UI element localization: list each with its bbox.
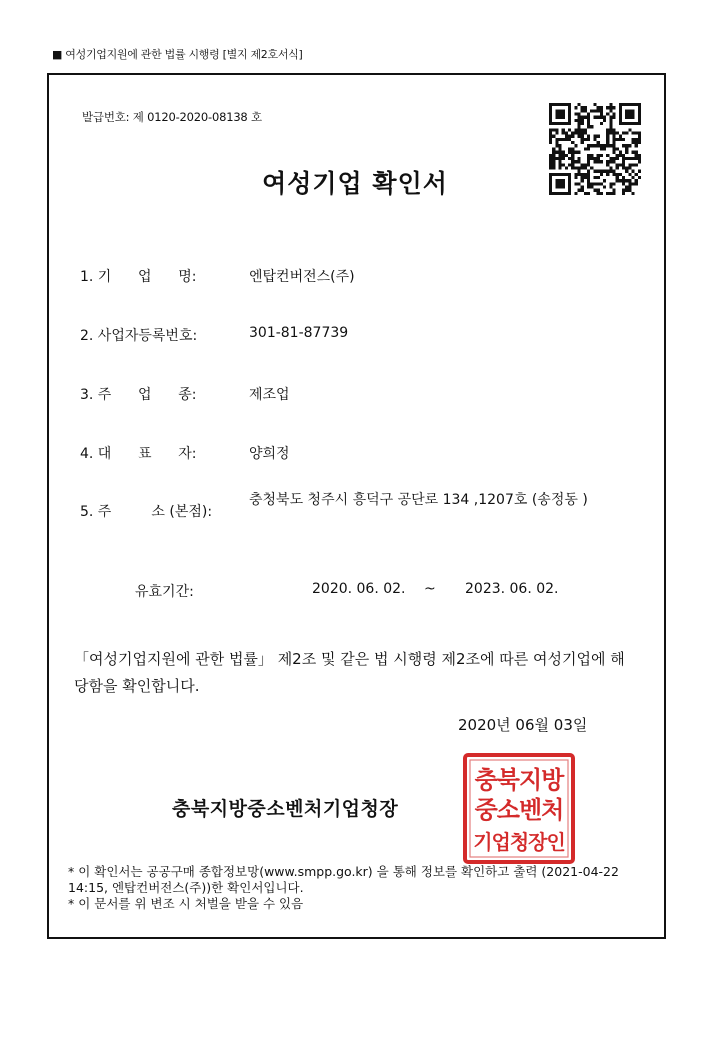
footnote-output-info: * 이 확인서는 공공구매 종합정보망(www.smpp.go.kr) 을 통해 정보를 확인하고 출력 (2021-04-22 14:15, 엔탑컨버전스(주))한 확인서입니다. [68,864,619,895]
field-value-address: 충청북도 청주시 흥덕구 공단로 134 ,1207호 (송정동 ) [249,492,588,508]
validity-to: 2023. 06. 02. [465,581,559,597]
validity-separator: ~ [424,581,436,597]
svg-text:충북지방: 충북지방 [474,766,564,794]
svg-text:기업청장인: 기업청장인 [473,830,565,854]
document-title: 여성기업 확인서 [262,169,448,198]
form-reference-note: ■ 여성기업지원에 관한 법률 시행령 [별지 제2호서식] [52,48,303,61]
validity-from: 2020. 06. 02. [312,581,406,597]
svg-text:중소벤처: 중소벤처 [474,796,564,824]
field-label-industry: 3. 주 업 종: [80,387,197,403]
field-value-company: 엔탑컨버전스(주) [249,269,355,285]
issuer-name: 충북지방중소벤처기업청장 [172,798,399,820]
field-label-representative: 4. 대 표 자: [80,446,197,462]
field-label-company: 1. 기 업 명: [80,269,197,285]
official-seal-stamp [462,752,576,865]
footnote-forgery-warning: * 이 문서를 위 변조 시 처벌을 받을 수 있음 [68,896,304,911]
issue-number: 발급번호: 제 0120-2020-08138 호 [82,110,262,124]
field-value-industry: 제조업 [249,387,290,403]
confirmation-statement: 「여성기업지원에 관한 법률」 제2조 및 같은 법 시행령 제2조에 따른 여성기업에 해당함을 확인합니다. [74,650,625,695]
field-value-representative: 양희정 [249,446,290,462]
validity-label: 유효기간: [135,584,194,600]
footnotes [68,864,638,912]
field-label-address: 5. 주 소 (본점): [80,504,213,520]
field-value-business-number: 301-81-87739 [249,325,349,341]
field-label-business-number: 2. 사업자등록번호: [80,328,198,344]
issue-date: 2020년 06월 03일 [458,716,588,734]
